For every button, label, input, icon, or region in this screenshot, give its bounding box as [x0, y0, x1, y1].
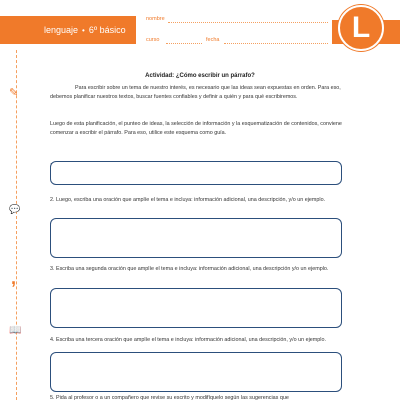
course-label: curso: [146, 37, 160, 43]
pencil-icon: ✎: [9, 87, 19, 99]
name-label: nombre: [146, 16, 165, 22]
course-field[interactable]: [166, 43, 202, 44]
activity-title: Actividad: ¿Cómo escribir un párrafo?: [145, 73, 255, 79]
subject-label: [44, 25, 126, 35]
name-field[interactable]: [168, 22, 328, 23]
book-icon: 📖: [9, 325, 22, 336]
margin-line: [16, 50, 17, 400]
answer-box-4[interactable]: [50, 352, 342, 392]
answer-box-2[interactable]: [50, 218, 342, 258]
date-label: fecha: [206, 37, 220, 43]
date-field[interactable]: [224, 43, 328, 44]
question-3: 3. Escriba una segunda oración que amplíe el tema e incluya: información adicional, una descripción y/o un ejemplo.: [50, 266, 329, 272]
question-5: 5. Pida al profesor o a un compañero que revise su escrito y modifíquelo según las sugerencias que: [50, 395, 289, 401]
student-fields: [136, 8, 332, 50]
subject-separator: •: [82, 26, 85, 35]
planning-paragraph: Luego de esta planificación, el punteo de ideas, la selección de información y la esquematización de contenidos, conviene comenzar a escribir el párrafo. Para eso, utilice este esquema como guía.: [50, 121, 342, 136]
answer-box-1[interactable]: [50, 161, 342, 185]
question-4: 4. Escriba una tercera oración que amplíe el tema e incluya: información adicional, una descripción, y/o un ejemplo.: [50, 337, 326, 343]
answer-box-3[interactable]: [50, 288, 342, 328]
subject-logo: L: [338, 5, 384, 51]
speech-bubble-icon: 💬: [9, 204, 21, 214]
intro-paragraph: Para escribir sobre un tema de nuestro interés, es necesario que las ideas sean expuestas en orden. Para eso, debemos planificar nuestros textos, buscar fuentes confiables y definir a quién y para qué escribiremos.: [50, 85, 341, 100]
subject-name: lenguaje: [44, 25, 79, 35]
question-2: 2. Luego, escriba una oración que amplíe el tema e incluya: información adicional, una descripción, y/o un ejemplo.: [50, 197, 326, 203]
page-header: [0, 0, 400, 50]
grade-label: 6º básico: [88, 25, 126, 35]
comma-icon: ,: [11, 268, 17, 288]
